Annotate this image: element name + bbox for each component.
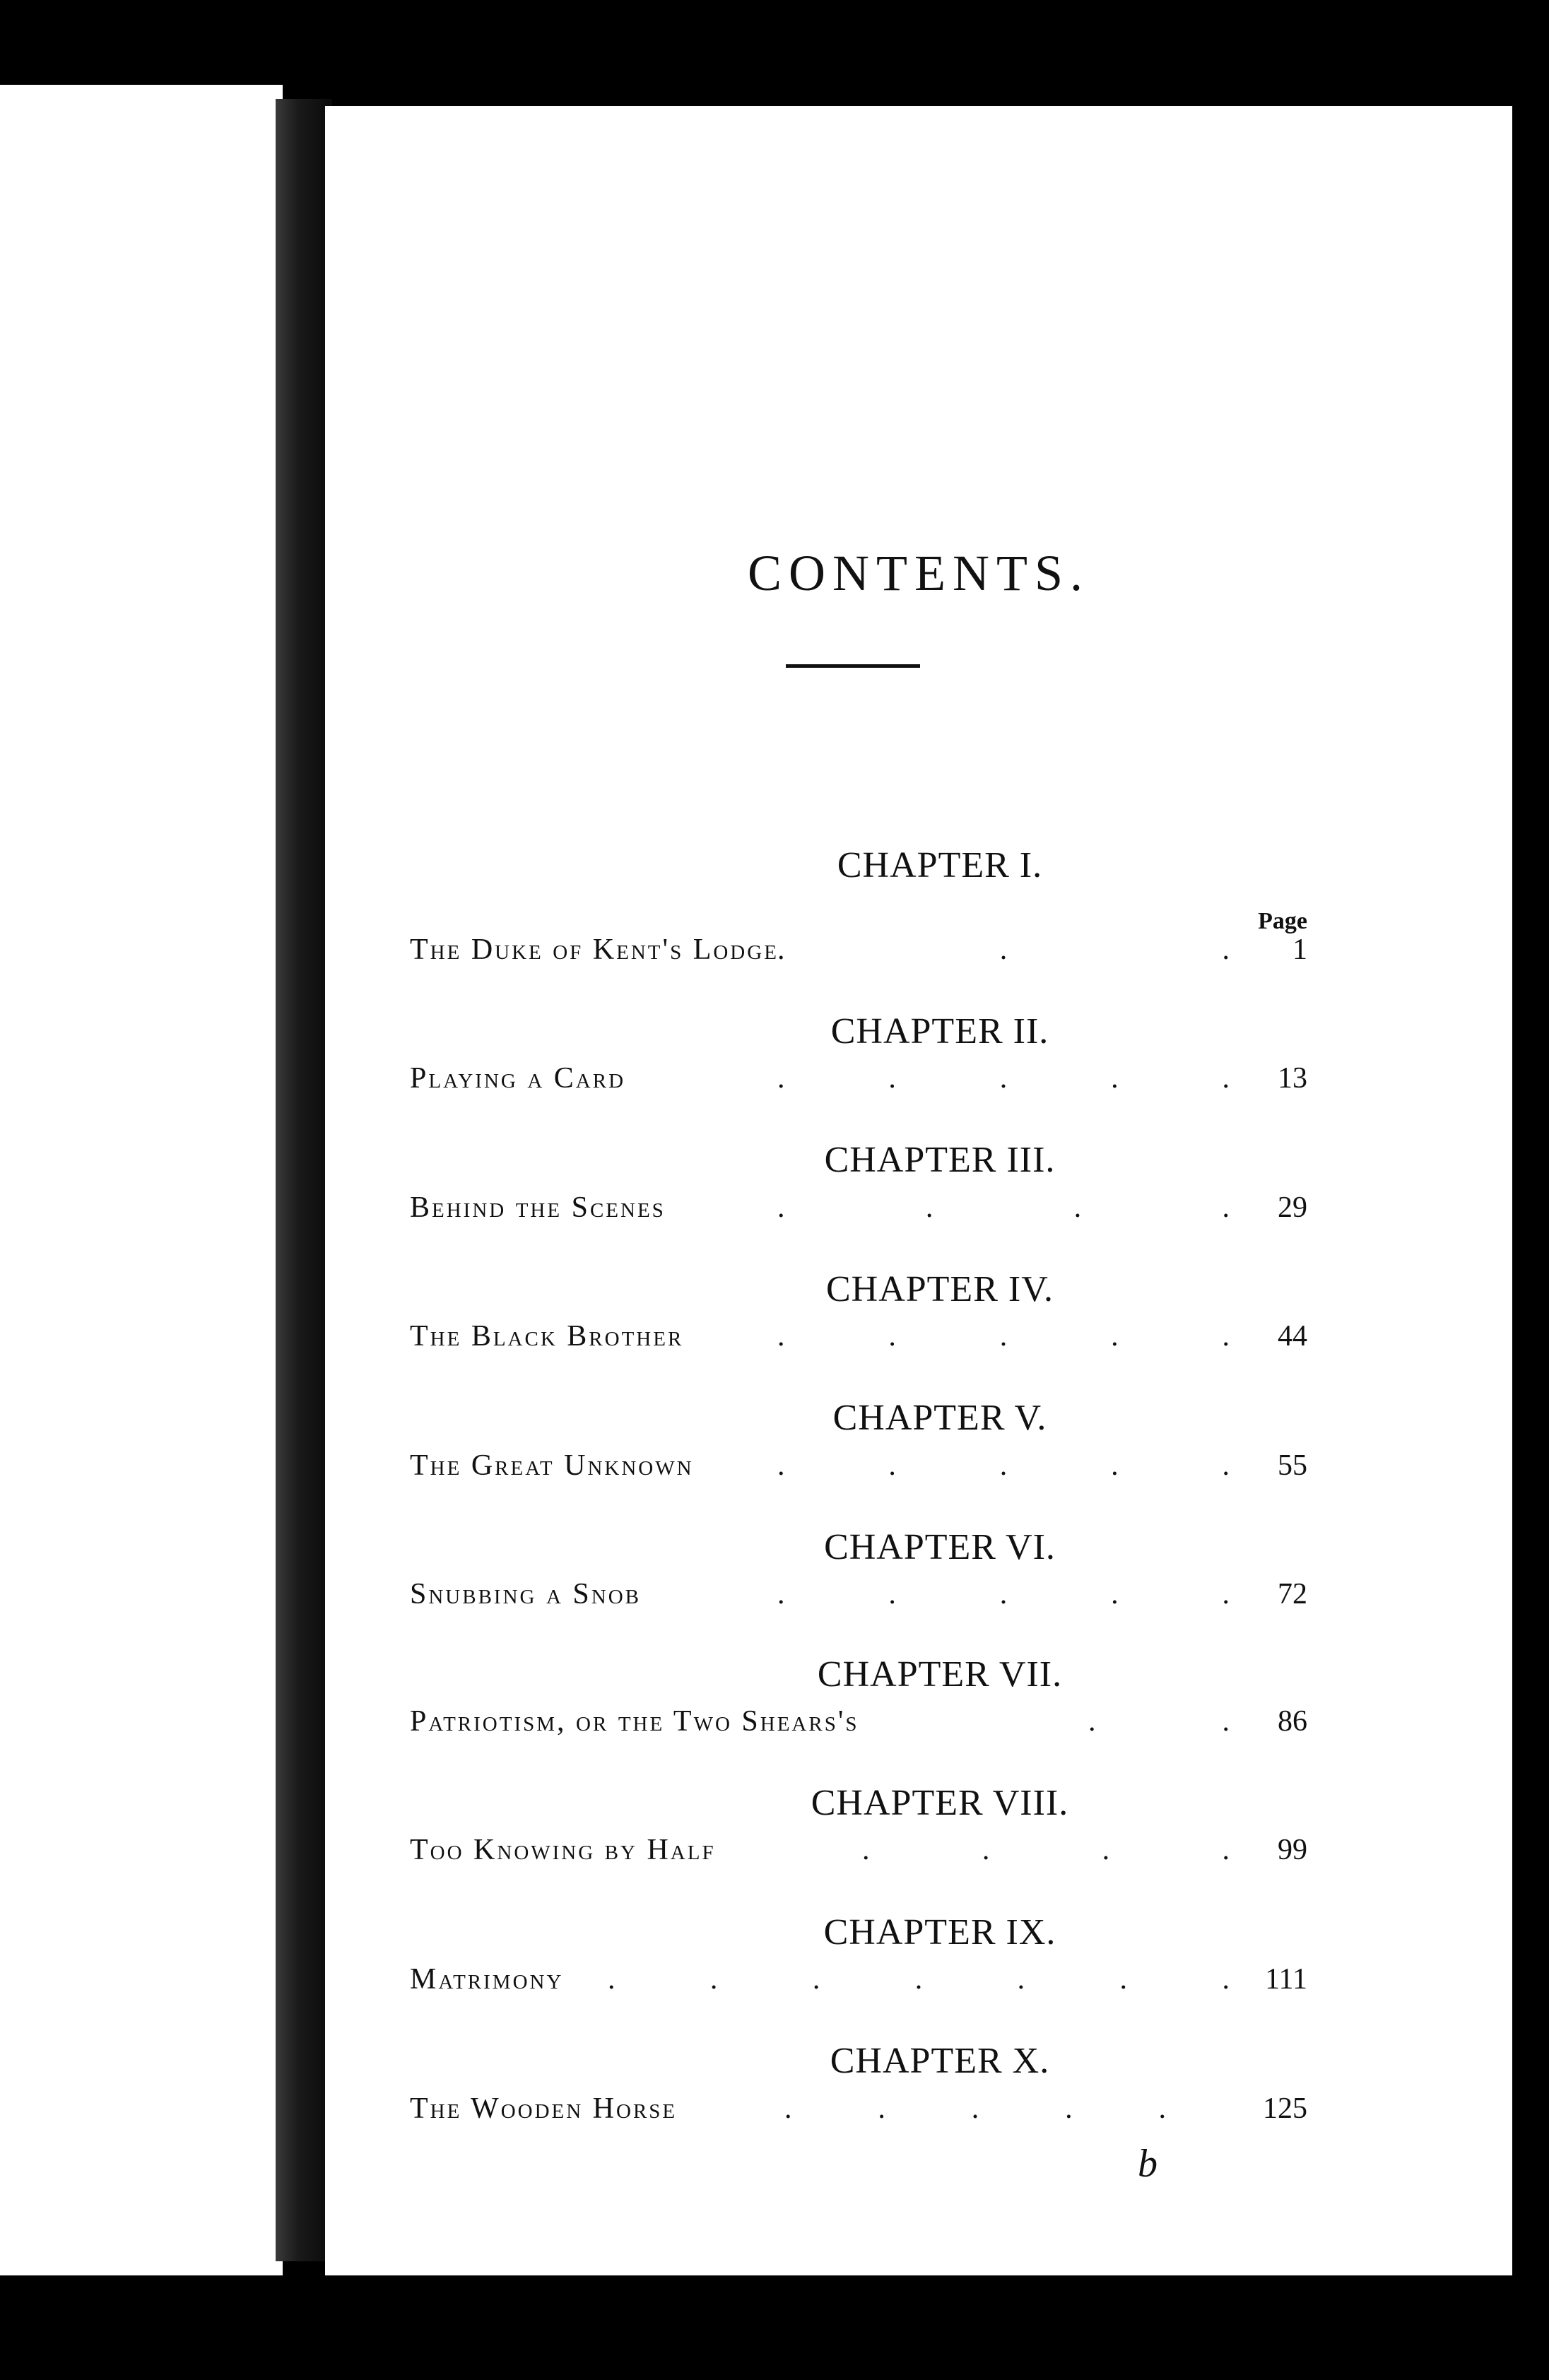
- leader-dots: . . . . .: [777, 1320, 1230, 1353]
- leader-dots: . . . . .: [777, 1449, 1230, 1482]
- chapter-heading: CHAPTER II.: [830, 1011, 1049, 1051]
- contents-page: [325, 106, 1512, 2275]
- chapter-heading: CHAPTER V.: [832, 1398, 1047, 1438]
- toc-entry: [410, 1577, 1307, 1620]
- leader-dots: . . . .: [862, 1834, 1230, 1866]
- entry-page: 86: [1278, 1705, 1307, 1738]
- chapter-heading: CHAPTER I.: [837, 845, 1043, 885]
- toc-entry: [410, 1704, 1307, 1747]
- entry-page: 1: [1292, 933, 1307, 966]
- toc-entry: [410, 933, 1307, 975]
- toc-entry: [410, 1191, 1307, 1233]
- chapter-heading: CHAPTER VIII.: [811, 1783, 1069, 1823]
- entry-title: Behind the Scenes: [410, 1191, 666, 1224]
- gutter-shadow: [276, 99, 332, 2261]
- leader-dots: . . . . .: [784, 2092, 1166, 2125]
- leader-dots: . . . . .: [777, 1578, 1230, 1610]
- toc-entry: [410, 1061, 1307, 1104]
- chapter-heading: CHAPTER X.: [830, 2041, 1050, 2081]
- entry-title: Too Knowing by Half: [410, 1834, 716, 1866]
- chapter-heading: CHAPTER VII.: [817, 1654, 1063, 1695]
- leader-dots: . . . .: [777, 1191, 1230, 1224]
- entry-page: 72: [1278, 1578, 1307, 1610]
- toc-entry: [410, 1449, 1307, 1491]
- leader-dots: . . . . . . .: [608, 1963, 1230, 1996]
- entry-page: 99: [1278, 1834, 1307, 1866]
- chapter-heading: CHAPTER IV.: [825, 1269, 1054, 1309]
- entry-title: The Wooden Horse: [410, 2092, 678, 2125]
- chapter-heading: CHAPTER III.: [824, 1140, 1056, 1180]
- page-column-label: Page: [1258, 908, 1307, 934]
- signature-mark: b: [1138, 2142, 1158, 2186]
- entry-page: 29: [1278, 1191, 1307, 1224]
- leader-dots: . .: [1088, 1705, 1230, 1738]
- toc-entry: [410, 2092, 1307, 2134]
- entry-page: 44: [1278, 1320, 1307, 1353]
- leader-dots: . . . . .: [777, 1062, 1230, 1095]
- entry-title: Matrimony: [410, 1963, 564, 1996]
- entry-page: 111: [1265, 1963, 1307, 1996]
- entry-title: The Duke of Kent's Lodge: [410, 933, 779, 966]
- entry-page: 13: [1278, 1062, 1307, 1095]
- entry-title: The Black Brother: [410, 1320, 684, 1353]
- left-page: [0, 85, 283, 2275]
- toc-entry: [410, 1319, 1307, 1362]
- entry-title: Snubbing a Snob: [410, 1578, 642, 1610]
- leader-dots: . . .: [777, 933, 1230, 966]
- entry-title: Patriotism, or the Two Shears's: [410, 1705, 859, 1738]
- chapter-heading: CHAPTER VI.: [824, 1527, 1056, 1567]
- toc-entry: [410, 1833, 1307, 1875]
- entry-page: 55: [1278, 1449, 1307, 1482]
- entry-title: Playing a Card: [410, 1062, 626, 1095]
- toc-entry: [410, 1962, 1307, 2005]
- heading-rule: [786, 664, 920, 668]
- contents-heading: CONTENTS.: [748, 545, 1090, 601]
- entry-title: The Great Unknown: [410, 1449, 694, 1482]
- chapter-heading: CHAPTER IX.: [823, 1912, 1056, 1952]
- entry-page: 125: [1263, 2092, 1307, 2125]
